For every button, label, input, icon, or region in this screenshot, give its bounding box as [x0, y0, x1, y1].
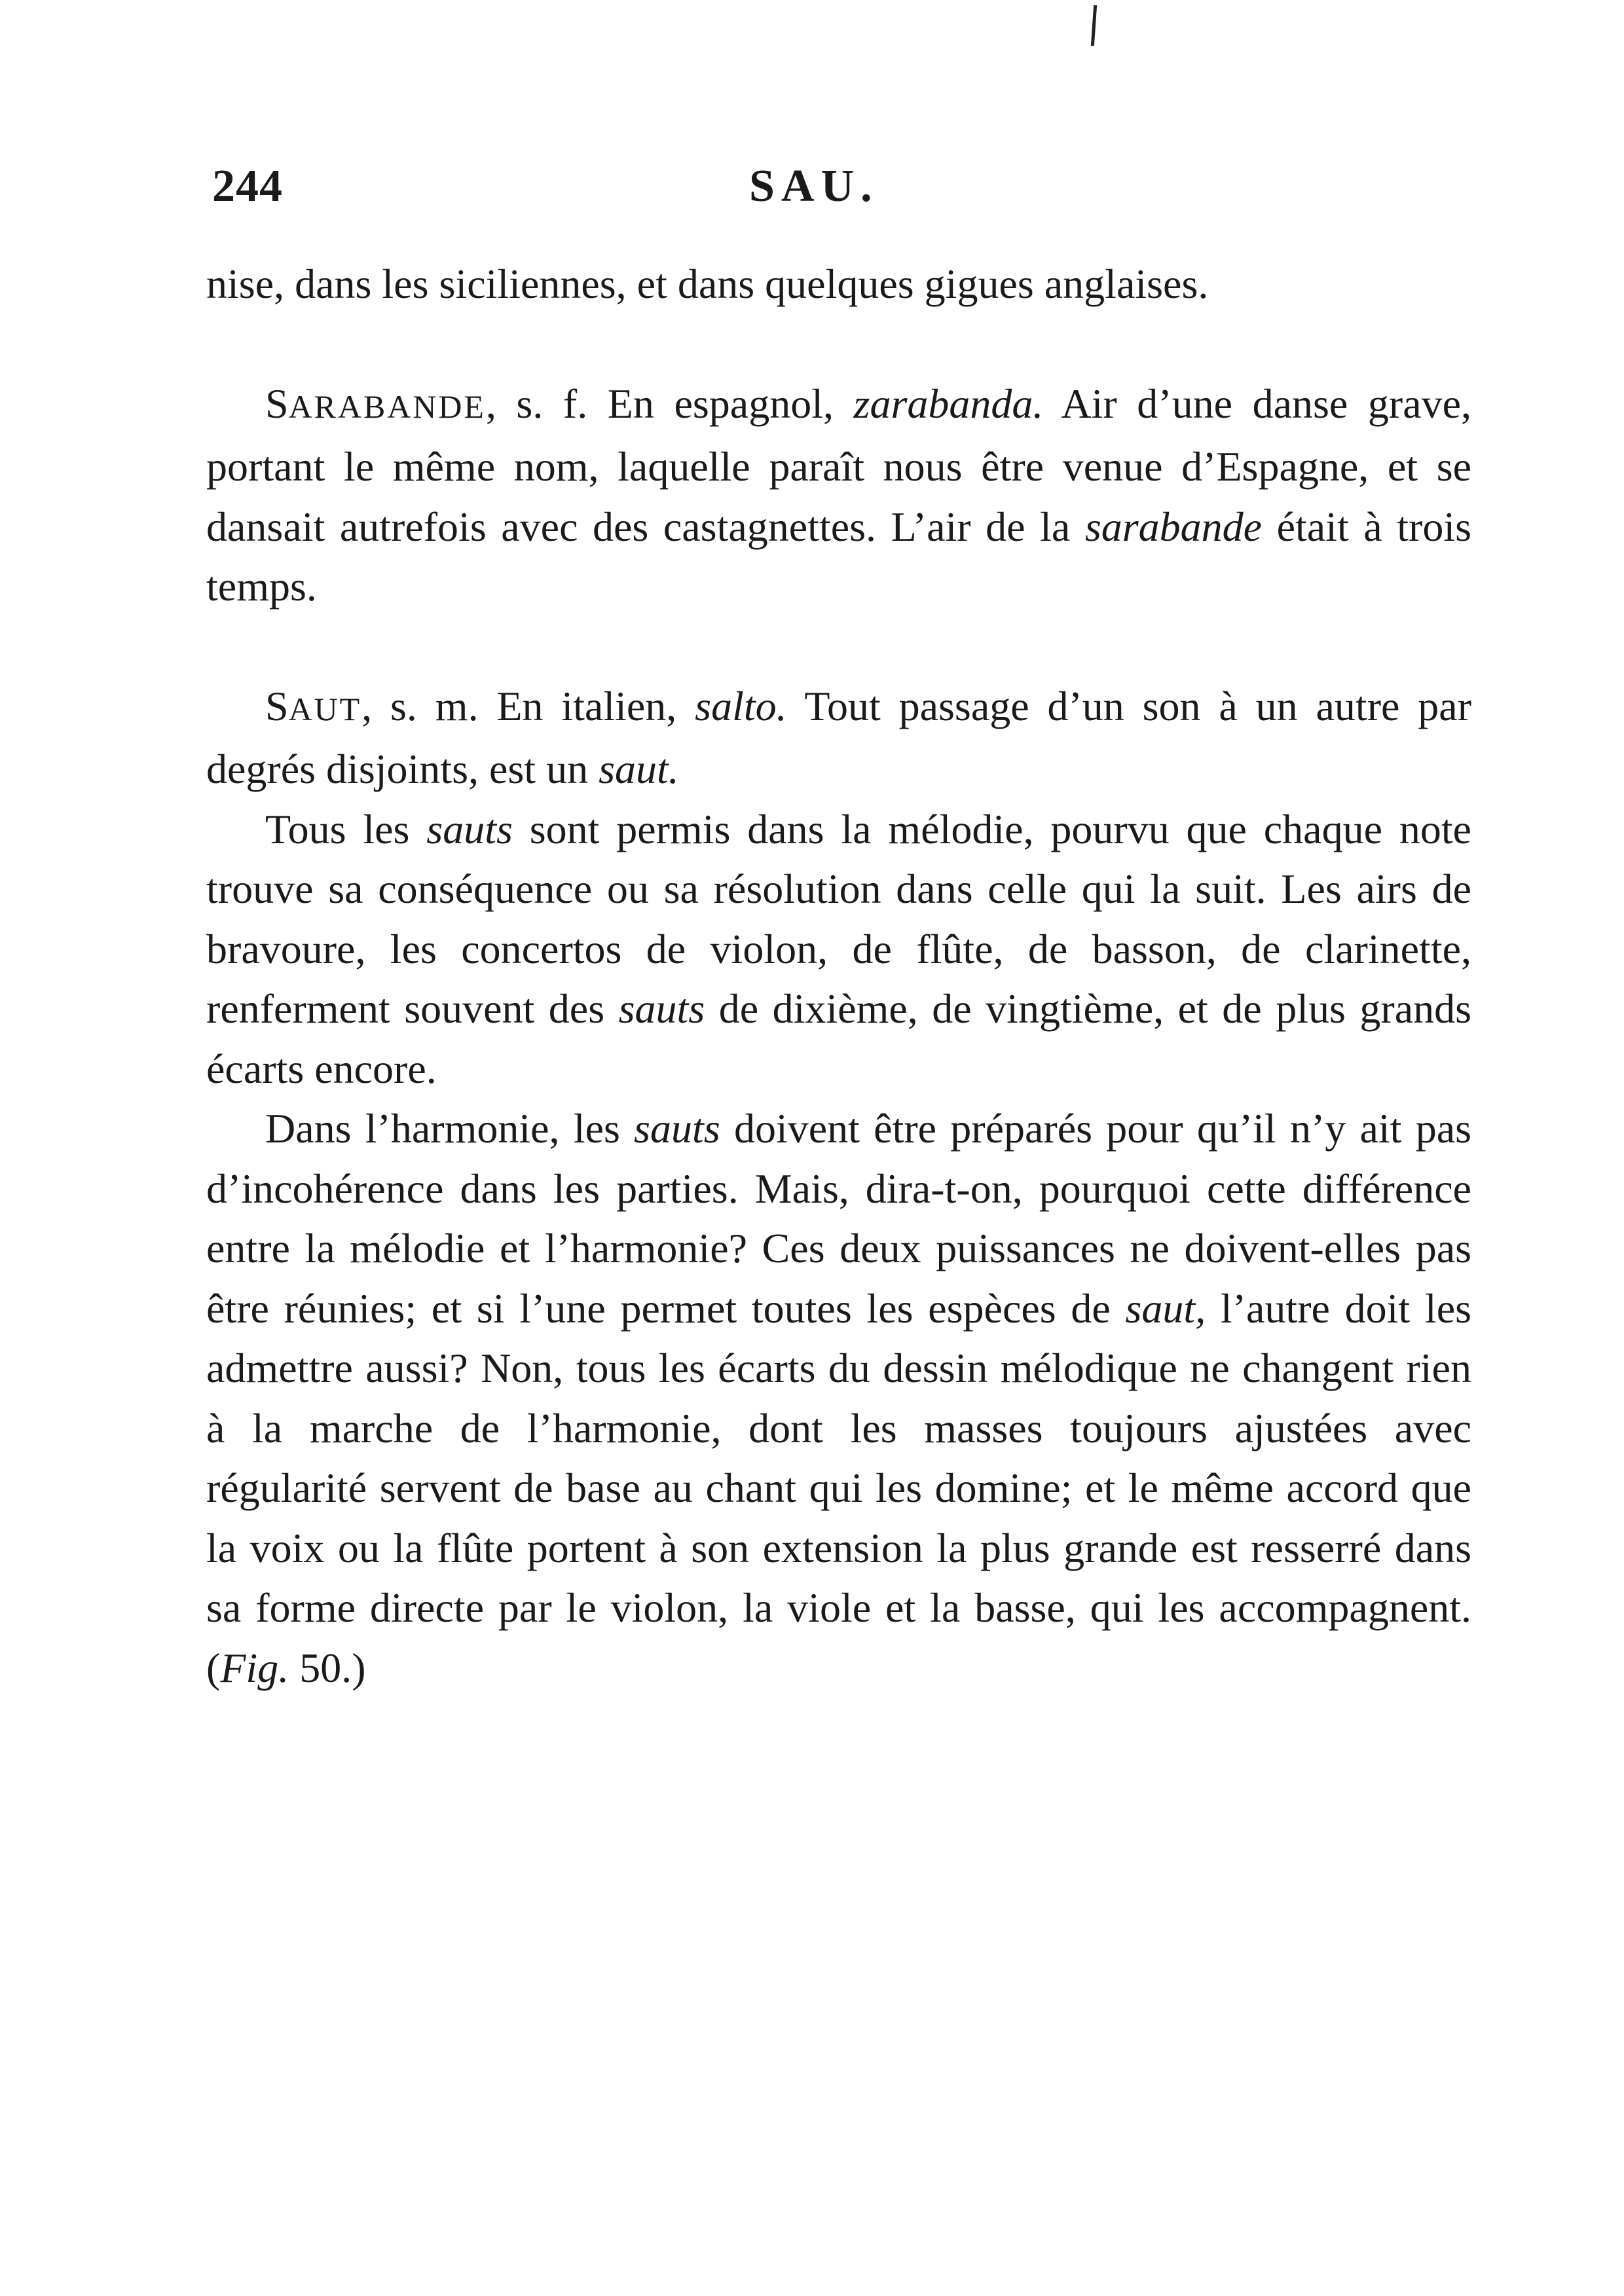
paragraph-gap: [206, 617, 1471, 676]
saut-paragraph-2: Tous les sauts sont permis dans la mélodie, pourvu que chaque note trouve sa conséquence ou sa résolution dans celle qui la suit. Les airs de bravoure, les concertos de violon, de flûte, de basson, de clarinette, renferment souvent des sauts de dixième, de vingtième, et de plus grands écarts encore.: [206, 805, 1472, 1092]
page-number: 244: [212, 161, 283, 211]
entry-headword-sarabande: SARABANDE: [265, 380, 486, 427]
saut-paragraph-3: Dans l’harmonie, les sauts doivent être préparés pour qu’il n’y ait pas d’incohérence dans les parties. Mais, dira-t-on, pourquoi cette différence entre la mélodie et l’harmonie? Ces deux puissances ne doivent-elles pas être réunies; et si l’une permet toutes les espèces de saut, l’autre doit les admettre aussi? Non, tous les écarts du dessin mélodique ne changent rien à la marche de l’harmonie, dont les masses toujours ajustées avec régularité servent de base au chant qui les domine; et le même accord que la voix ou la flûte portent à son extension la plus grande est resserré dans sa forme directe par le violon, la viole et la basse, qui les accompagnent. (Fig. 50.): [206, 1105, 1472, 1691]
running-head: SAU.: [749, 161, 879, 211]
body-text: [206, 254, 1471, 1698]
entry-sarabande: SARABANDE, s. f. En espagnol, zarabanda. Air d’une danse grave, portant le même nom, laquelle paraît nous être venue d’Espagne, et se dansait autrefois avec des castagnettes. L’air de la sarabande était à trois temps.: [206, 380, 1472, 610]
page-header: [212, 160, 1479, 232]
entry-headword-saut: SAUT: [265, 682, 362, 729]
ink-mark: [1091, 5, 1097, 46]
entry-saut: SAUT, s. m. En italien, salto. Tout passage d’un son à un autre par degrés disjoints, est un saut.: [206, 682, 1472, 792]
intro-paragraph: nise, dans les siciliennes, et dans quelques gigues anglaises.: [206, 261, 1209, 307]
paragraph-gap: [206, 314, 1471, 374]
